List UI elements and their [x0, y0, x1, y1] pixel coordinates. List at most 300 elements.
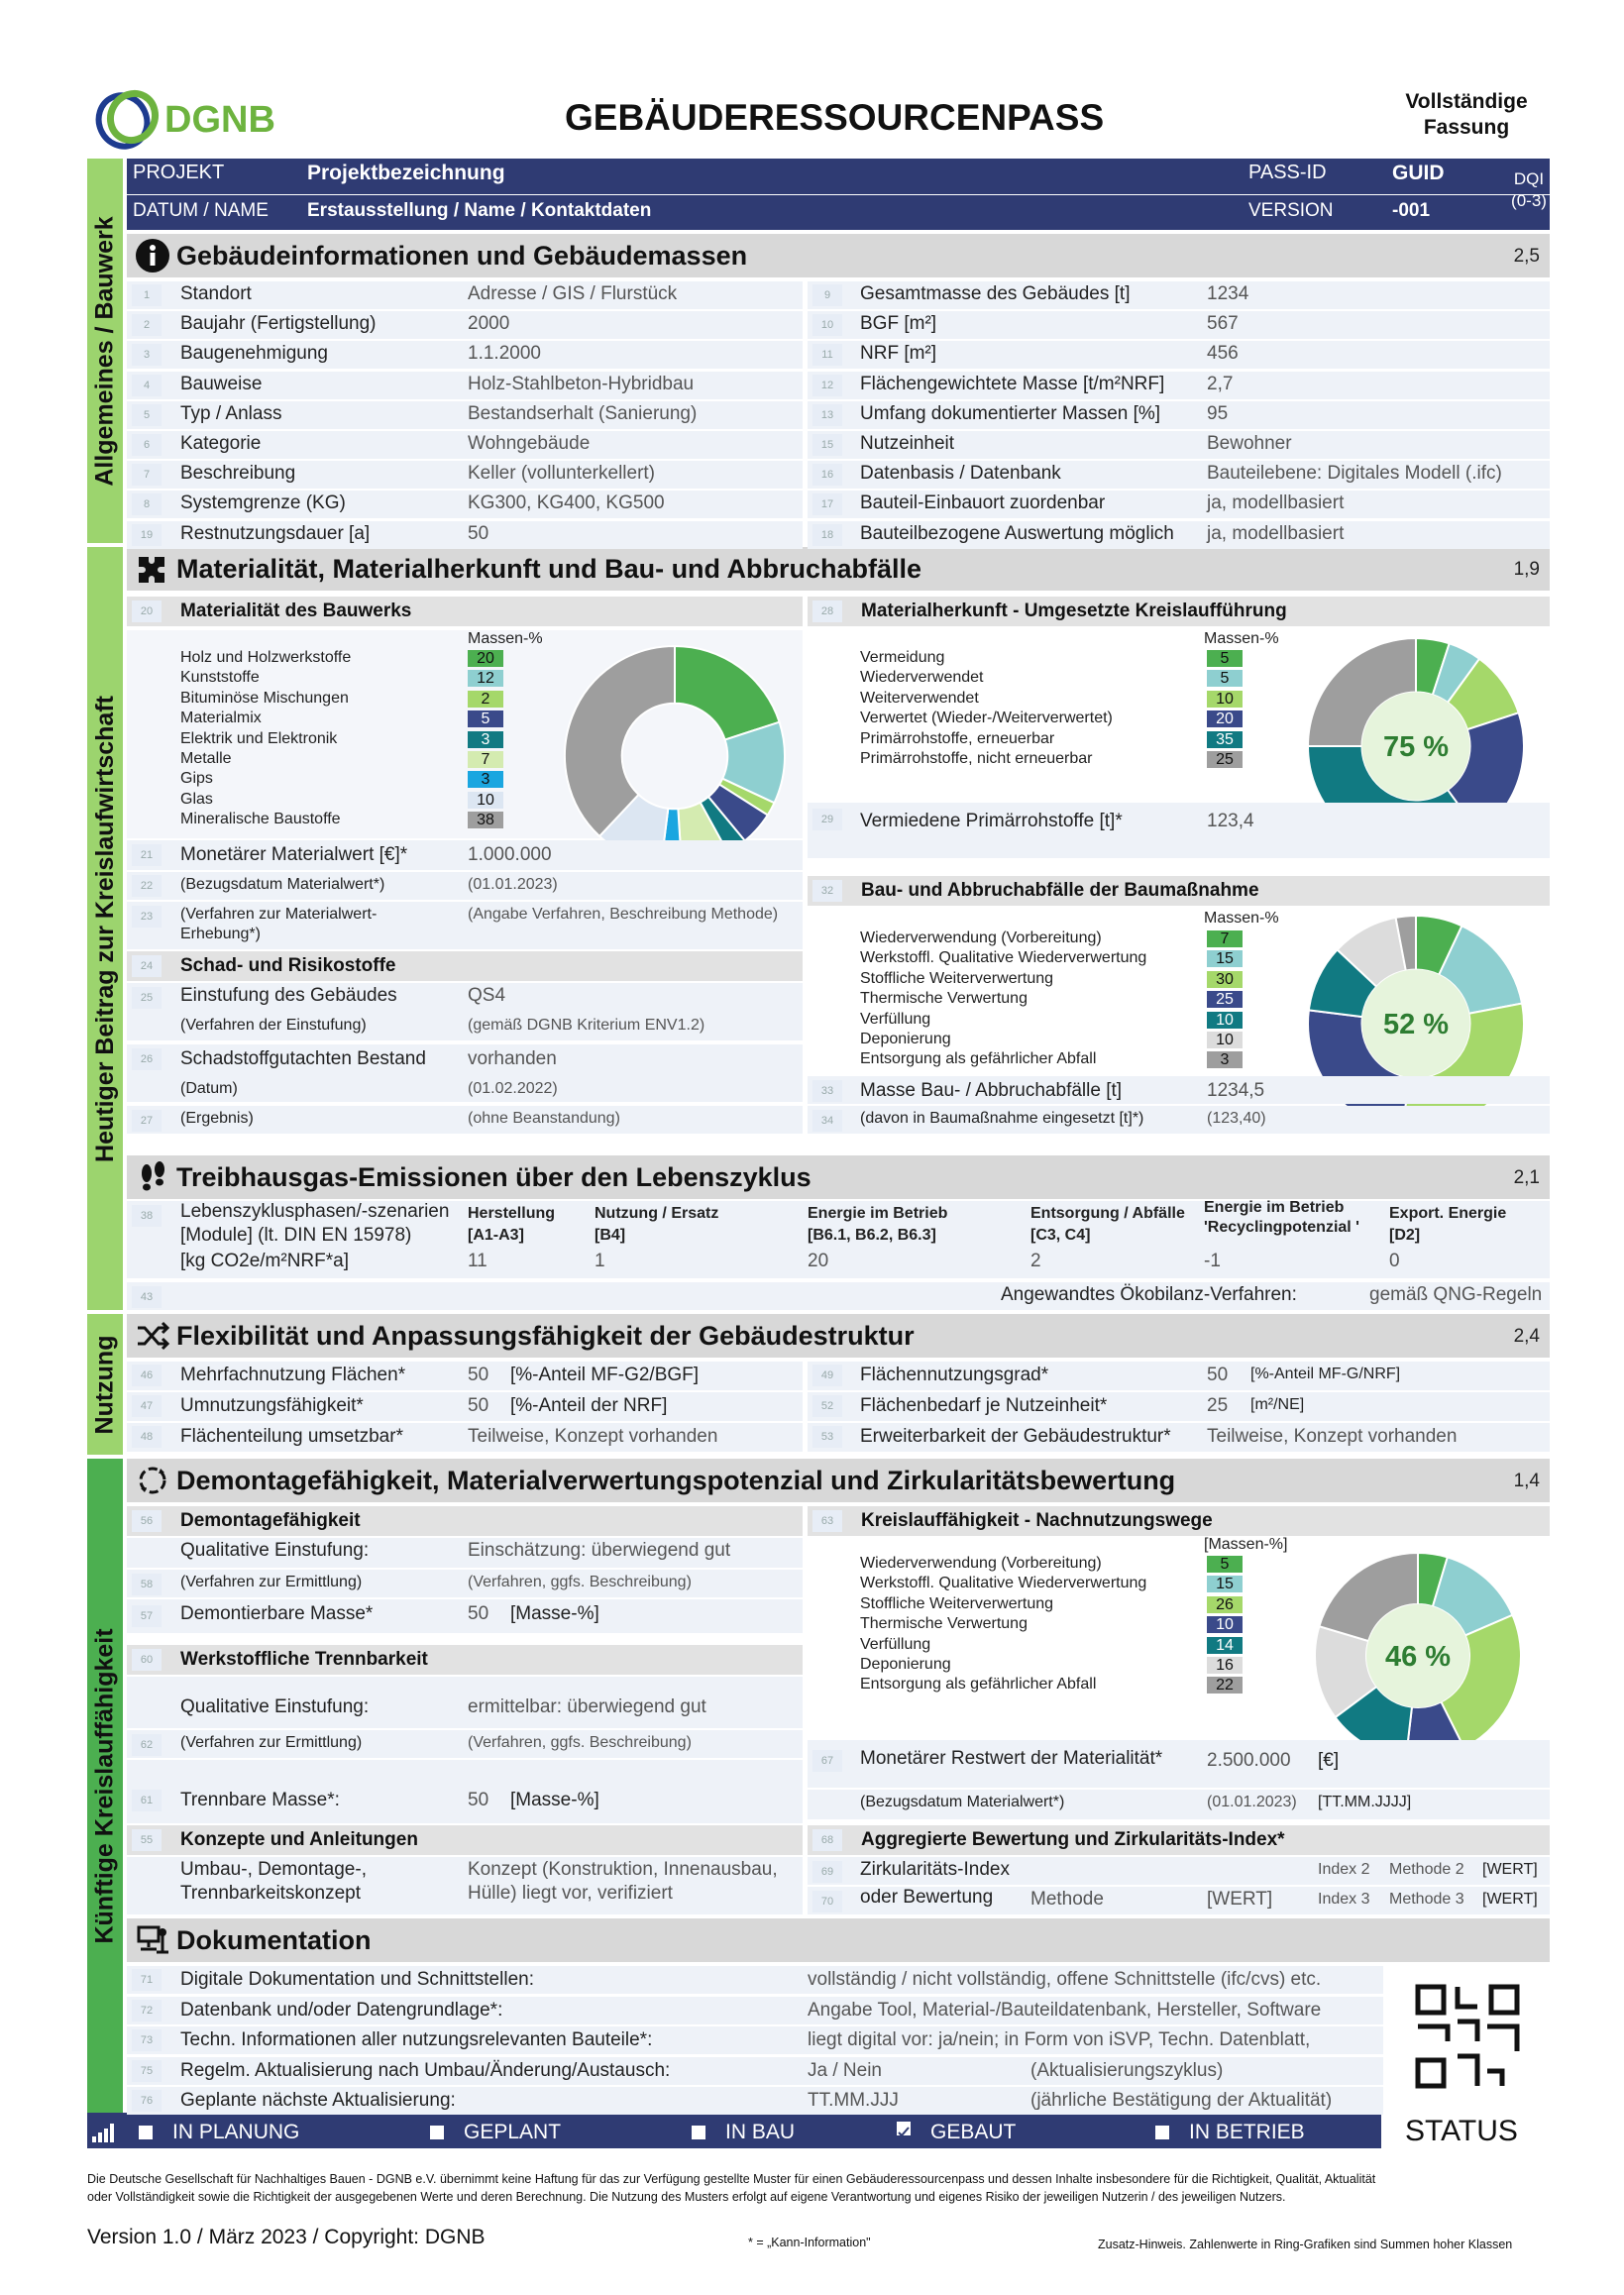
info-value: Bauteilebene: Digitales Modell (.ifc) [1207, 463, 1502, 485]
side-band-allgemeines [87, 159, 123, 543]
status-gebaut[interactable] [897, 2121, 1016, 2144]
qr-code-icon [1413, 1982, 1522, 2091]
row-number: 70 [812, 1891, 842, 1912]
legend-label: Elektrik und Elektronik [180, 729, 338, 747]
row-label: Trennbarkeitskonzept [180, 1883, 362, 1904]
legend-value: 3 [468, 731, 503, 748]
legend-value: 12 [468, 670, 503, 687]
lca-header: [kg CO2e/m²NRF*a] [180, 1251, 349, 1271]
row-number: 20 [132, 601, 162, 622]
legend-value: 30 [1207, 971, 1243, 988]
row-value: 123,4 [1207, 811, 1254, 831]
info-value: 1.1.2000 [468, 343, 541, 365]
legend-label: Metalle [180, 750, 232, 767]
info-label: Kategorie [180, 433, 262, 454]
legend-label: Thermische Verwertung [860, 990, 1028, 1008]
row-value: QS4 [468, 985, 506, 1006]
dgnb-logo-icon [93, 87, 162, 153]
row-number: 76 [132, 2090, 162, 2112]
status-text: IN BAU [725, 2121, 796, 2143]
sub-konzepte: Konzepte und Anleitungen [127, 1825, 803, 1855]
doc-label: Techn. Informationen aller nutzungsrelevanten Bauteile*: [180, 2029, 653, 2050]
section-materialitaet [127, 547, 1550, 591]
donut-center-value: 46 % [1384, 1641, 1452, 1673]
legend-label: Deponierung [860, 1656, 951, 1673]
row-number: 19 [132, 524, 162, 546]
row-number: 67 [812, 1750, 842, 1772]
lca-module: [B6.1, B6.2, B6.3] [808, 1227, 936, 1244]
doc-label: Regelm. Aktualisierung nach Umbau/Änderung/Austausch: [180, 2059, 671, 2081]
legend-label: Weiterverwendet [860, 689, 979, 707]
row-number: 57 [132, 1605, 162, 1627]
sub-abbruchabfaelle [808, 876, 1550, 906]
lca-phase: Nutzung / Ersatz [595, 1205, 719, 1222]
row-value: Konzept (Konstruktion, Innenausbau, [468, 1859, 778, 1880]
doc-value: TT.MM.JJJ [808, 2090, 899, 2111]
legend-value: 5 [468, 710, 503, 727]
row-number: 63 [812, 1510, 842, 1532]
status-checkbox[interactable] [430, 2126, 444, 2139]
row-number: 16 [812, 464, 842, 486]
version-label: VERSION [1248, 200, 1334, 221]
row-label: Monetärer Materialwert [€]* [180, 844, 408, 865]
legend-value: 20 [468, 650, 503, 667]
row-number: 28 [812, 601, 842, 622]
legend-label: Verfüllung [860, 1635, 931, 1653]
puzzle-icon [135, 551, 170, 587]
status-checkbox[interactable] [1155, 2126, 1169, 2139]
row-label: Qualitative Einstufung: [180, 1540, 370, 1561]
row-label: Zirkularitäts-Index [860, 1859, 1010, 1880]
row-number: 29 [812, 809, 842, 830]
method-label: Methode 2 [1389, 1861, 1464, 1878]
row-number: 7 [132, 464, 162, 486]
section-dokumentation [127, 1918, 1550, 1962]
info-value: 2,7 [1207, 373, 1234, 394]
lca-phase: Energie im Betrieb [808, 1205, 948, 1222]
row-number: 34 [812, 1110, 842, 1132]
row-number: 25 [132, 987, 162, 1009]
section-score: 1,4 [1513, 1471, 1540, 1491]
flex-label: Umnutzungsfähigkeit* [180, 1395, 364, 1416]
projekt-value: Projektbezeichnung [307, 162, 505, 184]
section-score: 2,5 [1513, 246, 1540, 267]
legend-value: 10 [1207, 1012, 1243, 1029]
doc-label: Datenbank und/oder Datengrundlage*: [180, 1999, 503, 2021]
dqi-label [1511, 168, 1547, 212]
dqi-text: DQI [1513, 169, 1545, 188]
sub-demontage: Demontagefähigkeit [127, 1506, 803, 1536]
material-donut-chart [563, 644, 787, 868]
legend-value: 16 [1207, 1657, 1243, 1674]
sub-aggregiert: Aggregierte Bewertung und Zirkularitäts-Index* [808, 1825, 1550, 1855]
status-in-betrieb[interactable] [1155, 2121, 1305, 2144]
row-number: 1 [132, 284, 162, 306]
flex-value: 50 [468, 1365, 489, 1385]
section-demontage [127, 1459, 1550, 1502]
section-flexibilitaet [127, 1314, 1550, 1358]
legend-label: Materialmix [180, 710, 262, 727]
doc-extra: (Aktualisierungszyklus) [1030, 2059, 1224, 2081]
row-number: 52 [812, 1395, 842, 1417]
legend-value: 10 [1207, 691, 1243, 708]
row-label: (Verfahren zur Ermittlung) [180, 1734, 363, 1751]
info-label: Umfang dokumentierter Massen [%] [860, 402, 1161, 424]
legend-label: Wiederverwendung (Vorbereitung) [860, 1555, 1102, 1572]
info-label: Bauteilbezogene Auswertung möglich [860, 522, 1174, 544]
row-label: Einstufung des Gebäudes [180, 985, 397, 1006]
row-label: Schadstoffgutachten Bestand [180, 1048, 426, 1069]
row-value: (gemäß DGNB Kriterium ENV1.2) [468, 1017, 705, 1034]
info-value: 456 [1207, 343, 1239, 365]
side-label-heutiger: Heutiger Beitrag zur Kreislaufwirtschaft [90, 695, 119, 1162]
massen-header: Massen-% [1204, 630, 1279, 647]
row-number: 32 [812, 880, 842, 902]
info-label: Flächengewichtete Masse [t/m²NRF] [860, 373, 1165, 394]
row-unit: [TT.MM.JJJJ] [1318, 1794, 1412, 1810]
legend-label: Werkstoffl. Qualitative Wiederverwertung [860, 1575, 1147, 1592]
section-title: Flexibilität und Anpassungsfähigkeit der Gebäudestruktur [176, 1321, 915, 1351]
lca-module: [A1-A3] [468, 1227, 524, 1244]
legend-label: Primärrohstoffe, erneuerbar [860, 729, 1055, 747]
info-value: 567 [1207, 313, 1239, 335]
info-label: Typ / Anlass [180, 402, 282, 424]
legend-label: Werkstoffl. Qualitative Wiederverwertung [860, 949, 1147, 967]
info-label: Datenbasis / Datenbank [860, 463, 1061, 485]
legend-value: 3 [468, 771, 503, 788]
legend-value: 7 [468, 751, 503, 768]
row-number: 15 [812, 434, 842, 456]
version-type [1367, 89, 1566, 141]
sub-materialitaet [127, 597, 803, 626]
dgnb-logo [93, 87, 301, 153]
info-label: Bauweise [180, 373, 263, 394]
row-label: (davon in Baumaßnahme eingesetzt [t]*) [860, 1110, 1144, 1127]
legend-value: 10 [1207, 1616, 1243, 1633]
index-label: Index 3 [1318, 1891, 1370, 1908]
info-value: ja, modellbasiert [1207, 492, 1345, 514]
flex-label: Flächenteilung umsetzbar* [180, 1426, 403, 1447]
row-label: Demontierbare Masse* [180, 1603, 374, 1624]
info-icon [135, 238, 170, 273]
datum-label: DATUM / NAME [133, 200, 269, 221]
legend-value: 25 [1207, 991, 1243, 1008]
legend-value: 15 [1207, 1576, 1243, 1592]
status-text: IN BETRIEB [1189, 2121, 1305, 2143]
row-value: (01.02.2022) [468, 1080, 558, 1097]
flex-value: Teilweise, Konzept vorhanden [1207, 1426, 1458, 1447]
legend-value: 15 [1207, 950, 1243, 967]
legend-label: Stoffliche Weiterverwertung [860, 1594, 1054, 1612]
info-label: BGF [m²] [860, 313, 937, 335]
row-number: 2 [132, 314, 162, 336]
page-title: GEBÄUDERESSOURCENPASS [565, 97, 1105, 138]
datum-value: Erstausstellung / Name / Kontaktdaten [307, 200, 652, 221]
signal-bars-icon [91, 2121, 119, 2142]
row-value: vorhanden [468, 1048, 557, 1069]
legend-label: Wiederverwendung (Vorbereitung) [860, 929, 1102, 946]
row-number: 8 [132, 493, 162, 515]
lca-value: 11 [468, 1251, 487, 1271]
method-value: [WERT] [1207, 1889, 1273, 1910]
row-value: (01.01.2023) [468, 876, 558, 893]
doc-value: vollständig / nicht vollständig, offene Schnittstelle (ifc/cvs) etc. [808, 1969, 1322, 1990]
legend-value: 20 [1207, 710, 1243, 727]
lca-value: 0 [1389, 1251, 1400, 1271]
row-number: 61 [132, 1790, 162, 1811]
section-treibhausgas [127, 1155, 1550, 1199]
lca-phase: Export. Energie [1389, 1205, 1507, 1222]
row-number: 49 [812, 1365, 842, 1386]
status-text: GEPLANT [464, 2121, 562, 2143]
massen-header: Massen-% [1204, 910, 1279, 927]
legend-value: 25 [1207, 751, 1243, 768]
side-band-kuenftige [87, 1459, 123, 2113]
index-label: Index 2 [1318, 1861, 1370, 1878]
row-value: (Angabe Verfahren, Beschreibung Methode) [468, 906, 779, 923]
info-value: Bewohner [1207, 433, 1292, 454]
status-in-planung[interactable] [139, 2121, 299, 2144]
row-value: (01.01.2023) [1207, 1794, 1297, 1810]
info-label: Baujahr (Fertigstellung) [180, 313, 377, 335]
flex-label: Erweiterbarkeit der Gebäudestruktur* [860, 1426, 1171, 1447]
section-title: Gebäudeinformationen und Gebäudemassen [176, 241, 748, 271]
flex-unit: [%-Anteil MF-G2/BGF] [510, 1365, 700, 1385]
info-label: NRF [m²] [860, 343, 937, 365]
status-checkbox[interactable] [897, 2122, 911, 2135]
row-label: Trennbare Masse*: [180, 1790, 340, 1810]
oeko-label: Angewandtes Ökobilanz-Verfahren: [1001, 1284, 1297, 1305]
row-label: Vermiedene Primärrohstoffe [t]* [860, 811, 1123, 831]
checkmark-icon [897, 2126, 911, 2139]
info-value: Keller (vollunterkellert) [468, 463, 656, 485]
sub-title: Materialität des Bauwerks [180, 601, 412, 621]
lca-module: [C3, C4] [1030, 1227, 1091, 1244]
doc-value: Angabe Tool, Material-/Bauteildatenbank, Hersteller, Software [808, 1999, 1322, 2021]
info-value: 2000 [468, 313, 510, 335]
row-label: (Verfahren der Einstufung) [180, 1017, 367, 1034]
legend-value: 2 [468, 691, 503, 708]
legend-label: Mineralische Baustoffe [180, 811, 341, 828]
status-geplant[interactable] [430, 2121, 561, 2144]
info-value: 95 [1207, 402, 1229, 424]
row-value: (123,40) [1207, 1110, 1266, 1127]
status-in-bau[interactable] [692, 2121, 795, 2144]
status-text: IN PLANUNG [172, 2121, 300, 2143]
row-number: 27 [132, 1110, 162, 1132]
flex-value: 50 [1207, 1365, 1229, 1385]
row-value: (Verfahren, ggfs. Beschreibung) [468, 1734, 692, 1751]
row-number: 6 [132, 434, 162, 456]
section-title: Materialität, Materialherkunft und Bau- und Abbruchabfälle [176, 554, 922, 584]
status-checkbox[interactable] [139, 2126, 153, 2139]
side-band-nutzung [87, 1314, 123, 1455]
legend-label: Holz und Holzwerkstoffe [180, 649, 352, 666]
donut-slice [675, 646, 780, 740]
sub-schadstoffe: Schad- und Risikostoffe [127, 951, 803, 981]
lca-header: [Module] (lt. DIN EN 15978) [180, 1225, 412, 1246]
sub-materialherkunft [808, 597, 1550, 626]
flex-value: 50 [468, 1395, 489, 1416]
info-label: Bauteil-Einbauort zuordenbar [860, 492, 1106, 514]
info-value: ja, modellbasiert [1207, 522, 1345, 544]
legend-value: 7 [1207, 930, 1243, 947]
flex-label: Flächennutzungsgrad* [860, 1365, 1049, 1385]
qr-code [1387, 1964, 1550, 2115]
row-label: Erhebung*) [180, 926, 261, 942]
row-number: 58 [132, 1574, 162, 1595]
legend-label: Stoffliche Weiterverwertung [860, 969, 1054, 987]
flex-unit: [%-Anteil der NRF] [510, 1395, 668, 1416]
section-score: 2,1 [1513, 1167, 1540, 1188]
method-label: Methode 3 [1389, 1891, 1464, 1908]
row-number: 4 [132, 375, 162, 396]
lca-header: Lebenszyklusphasen/-szenarien [180, 1201, 450, 1222]
row-unit: [€] [1318, 1750, 1340, 1771]
legend-label: Primärrohstoffe, nicht erneuerbar [860, 750, 1093, 767]
row-number: 21 [132, 844, 162, 866]
legend-value: 22 [1207, 1677, 1243, 1694]
flex-value: Teilweise, Konzept vorhanden [468, 1426, 718, 1447]
legend-value: 38 [468, 812, 503, 828]
legend-value: 10 [1207, 1032, 1243, 1048]
side-label-kuenftige: Künftige Kreislauffähigkeit [90, 1627, 119, 1944]
donut-center-value: 75 % [1382, 731, 1450, 763]
row-label: (Datum) [180, 1080, 238, 1097]
info-label: Beschreibung [180, 463, 296, 485]
method-label: Methode [1030, 1889, 1104, 1910]
legend-label: Verfüllung [860, 1010, 931, 1028]
row-number: 13 [812, 404, 842, 426]
footer-hint: Zusatz-Hinweis. Zahlenwerte in Ring-Grafiken sind Summen hoher Klassen [1098, 2238, 1513, 2251]
footprints-icon [135, 1159, 170, 1195]
row-label: Masse Bau- / Abbruchabfälle [t] [860, 1080, 1123, 1101]
row-number: 55 [132, 1829, 162, 1851]
recycle-cycle-icon [135, 1463, 170, 1498]
row-number: 46 [132, 1365, 162, 1386]
row-number: 68 [812, 1829, 842, 1851]
row-number: 17 [812, 493, 842, 515]
doc-value: Ja / Nein [808, 2059, 882, 2081]
passid-value: GUID [1392, 162, 1445, 184]
row-value: 50 [468, 1603, 489, 1624]
kreislauf-donut-chart [1313, 1551, 1523, 1761]
row-label: Umbau-, Demontage-, [180, 1859, 367, 1880]
legend-label: Entsorgung als gefährlicher Abfall [860, 1050, 1097, 1068]
massen-header: Massen-% [468, 630, 543, 647]
flex-label: Mehrfachnutzung Flächen* [180, 1365, 406, 1385]
flex-value: 25 [1207, 1395, 1229, 1416]
row-label: (Verfahren zur Ermittlung) [180, 1574, 363, 1590]
info-value: Bestandserhalt (Sanierung) [468, 402, 698, 424]
lca-module: 'Recyclingpotenzial ' [1204, 1219, 1359, 1236]
legend-value: 5 [1207, 650, 1243, 667]
row-unit: [Masse-%] [510, 1790, 599, 1810]
legend-label: Gips [180, 770, 213, 788]
side-label-nutzung: Nutzung [90, 1335, 119, 1434]
lca-value: 2 [1030, 1251, 1041, 1271]
row-unit: [Masse-%] [510, 1603, 599, 1624]
info-value: 1234 [1207, 283, 1249, 304]
legend-label: Wiederverwendet [860, 669, 984, 687]
section-title: Treibhausgas-Emissionen über den Lebenszyklus [176, 1162, 812, 1192]
footer-version: Version 1.0 / März 2023 / Copyright: DGNB [87, 2226, 486, 2248]
side-band-heutiger [87, 547, 123, 1310]
shuffle-icon [135, 1318, 170, 1354]
status-label: STATUS [1405, 2115, 1518, 2147]
legend-value: 14 [1207, 1637, 1243, 1654]
row-number: 12 [812, 375, 842, 396]
info-label: Systemgrenze (KG) [180, 492, 346, 514]
row-number: 71 [132, 1969, 162, 1991]
row-number: 72 [132, 2000, 162, 2022]
legend-value: 35 [1207, 731, 1243, 748]
legend-value: 3 [1207, 1051, 1243, 1068]
row-value: Hülle) liegt vor, verifiziert [468, 1883, 673, 1904]
legend-label: Glas [180, 790, 213, 808]
donut-center-value: 52 % [1382, 1009, 1450, 1040]
row-number: 23 [132, 906, 162, 928]
row-value: 50 [468, 1790, 489, 1810]
row-number: 3 [132, 344, 162, 366]
info-label: Standort [180, 283, 252, 304]
doc-label: Digitale Dokumentation und Schnittstellen: [180, 1969, 534, 1990]
footer-disclaimer-1: Die Deutsche Gesellschaft für Nachhaltiges Bauen - DGNB e.V. übernimmt keine Haftung für das zur Verfügung gestellte Muster für einen Gebäuderessourcenpass und dessen Inhalte insbesondere für die Richtigkeit, Qualität, Aktualität [87, 2172, 1376, 2186]
row-number: 69 [812, 1861, 842, 1883]
side-label-allgemeines: Allgemeines / Bauwerk [90, 215, 119, 487]
row-number: 47 [132, 1395, 162, 1417]
row-label: Qualitative Einstufung: [180, 1696, 370, 1717]
lca-value: -1 [1204, 1251, 1221, 1271]
doc-label: Geplante nächste Aktualisierung: [180, 2090, 456, 2111]
row-number: 56 [132, 1510, 162, 1532]
row-number: 60 [132, 1649, 162, 1671]
row-number: 73 [132, 2029, 162, 2051]
lca-phase: Entsorgung / Abfälle [1030, 1205, 1185, 1222]
row-number: 5 [132, 404, 162, 426]
legend-value: 26 [1207, 1596, 1243, 1613]
row-value: (Verfahren, ggfs. Beschreibung) [468, 1574, 692, 1590]
row-number: 9 [812, 284, 842, 306]
row-number: 38 [132, 1205, 162, 1227]
version-type-line2: Fassung [1423, 116, 1510, 139]
status-checkbox[interactable] [692, 2126, 705, 2139]
sub-trennbarkeit: Werkstoffliche Trennbarkeit [127, 1645, 803, 1675]
info-value: Adresse / GIS / Flurstück [468, 283, 678, 304]
row-label: (Bezugsdatum Materialwert*) [860, 1794, 1065, 1810]
project-bar-divider [127, 194, 1550, 195]
row-number: 33 [812, 1080, 842, 1102]
legend-label: Bituminöse Mischungen [180, 689, 349, 707]
section-score: 2,4 [1513, 1326, 1540, 1347]
row-number: 53 [812, 1426, 842, 1448]
footer-kann: * = „Kann-Information" [748, 2236, 871, 2249]
row-number: 22 [132, 875, 162, 897]
row-label: Monetärer Restwert der Materialität* [860, 1748, 1163, 1769]
row-value: 1234,5 [1207, 1080, 1265, 1101]
row-label: (Verfahren zur Materialwert- [180, 906, 378, 923]
row-number: 10 [812, 314, 842, 336]
row-value: 1.000.000 [468, 844, 552, 865]
row-label: oder Bewertung [860, 1887, 994, 1908]
index-value: [WERT] [1482, 1861, 1538, 1878]
row-number: 75 [132, 2060, 162, 2082]
row-value: ermittelbar: überwiegend gut [468, 1696, 706, 1717]
info-label: Gesamtmasse des Gebäudes [t] [860, 283, 1131, 304]
legend-label: Entsorgung als gefährlicher Abfall [860, 1676, 1097, 1694]
row-number: 11 [812, 344, 842, 366]
row-label: (Ergebnis) [180, 1110, 254, 1127]
